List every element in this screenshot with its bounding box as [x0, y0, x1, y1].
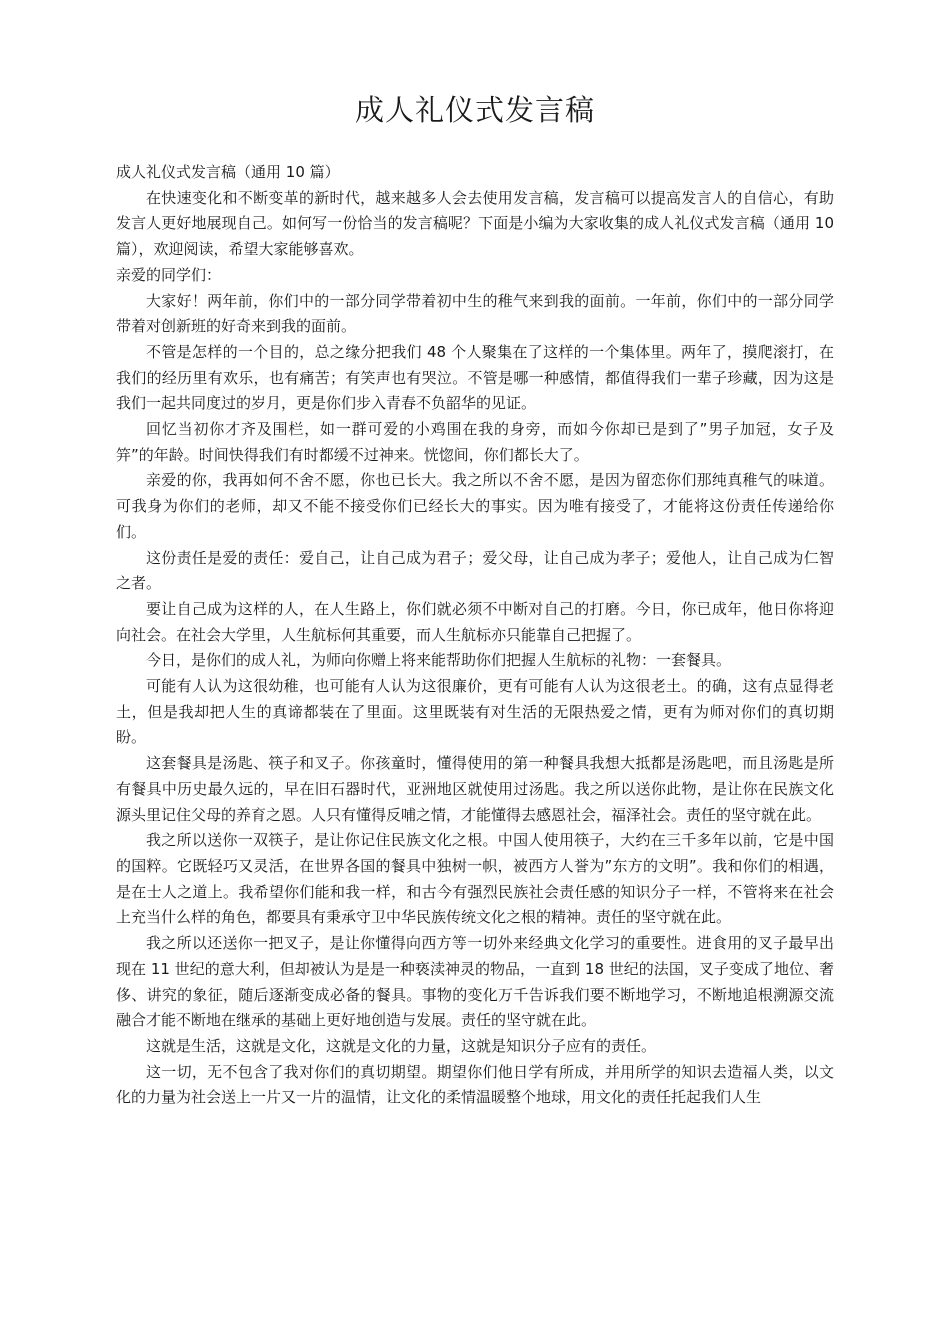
- body-paragraph: 这份责任是爱的责任：爱自己，让自己成为君子；爱父母，让自己成为孝子；爱他人，让自己成为仁智之者。: [116, 548, 834, 593]
- body-paragraph: 回忆当初你才齐及围栏，如一群可爱的小鸡围在我的身旁，而如今你却已是到了”男子加冠，女子及笄”的年龄。时间快得我们有时都缓不过神来。恍惚间，你们都长大了。: [116, 420, 834, 464]
- body-paragraph: 不管是怎样的一个目的，总之缘分把我们 48 个人聚集在了这样的一个集体里。两年了，摸爬滚打，在我们的经历里有欢乐，也有痛苦；有笑声也有哭泣。不管是哪一种感情，都值得我们一辈子珍藏，因为这是我们一起共同度过的岁月，更是你们步入青春不负韶华的见证。: [116, 342, 834, 413]
- document-title: 成人礼仪式发言稿: [354, 93, 595, 127]
- body-paragraph: 这就是生活，这就是文化，这就是文化的力量，这就是知识分子应有的责任。: [146, 1036, 657, 1055]
- body-paragraph: 这套餐具是汤匙、筷子和叉子。你孩童时，懂得使用的第一种餐具我想大抵都是汤匙吧，而且汤匙是所有餐具中历史最久远的，早在旧石器时代，亚洲地区就使用过汤匙。我之所以送你此物，是让你在民族文化源头里记住父母的养育之恩。人只有懂得反哺之情，才能懂得去感恩社会，福泽社会。责任的坚守就在此。: [116, 754, 834, 824]
- body-paragraph: 在快速变化和不断变革的新时代，越来越多人会去使用发言稿，发言稿可以提高发言人的自信心，有助发言人更好地展现自己。如何写一份恰当的发言稿呢？下面是小编为大家收集的成人礼仪式发言稿（通用 10 篇），欢迎阅读，希望大家能够喜欢。: [116, 188, 834, 259]
- body-paragraph: 可能有人认为这很幼稚，也可能有人认为这很廉价，更有可能有人认为这很老土。的确，这有点显得老土，但是我却把人生的真谛都装在了里面。这里既装有对生活的无限热爱之情，更有为师对你们的真切期盼。: [116, 677, 834, 747]
- body-paragraph: 亲爱的你，我再如何不舍不愿，你也已长大。我之所以不舍不愿，是因为留恋你们那纯真稚气的味道。可我身为你们的老师，却又不能不接受你们已经长大的事实。因为唯有接受了，才能将这份责任传递给你们。: [116, 471, 834, 541]
- body-paragraph: 今日，是你们的成人礼，为师向你赠上将来能帮助你们把握人生航标的礼物：一套餐具。: [146, 651, 732, 670]
- body-paragraph: 成人礼仪式发言稿（通用 10 篇）: [116, 163, 340, 181]
- body-paragraph: 我之所以还送你一把叉子，是让你懂得向西方等一切外来经典文化学习的重要性。进食用的叉子最早出现在 11 世纪的意大利，但却被认为是是一种亵渎神灵的物品，一直到 18 世纪的法国，叉子变成了地位、奢侈、讲究的象征，随后逐渐变成必备的餐具。事物的变化万千告诉我们要不断地学习，不断地追根溯源交流融合才能不断地在继承的基础上更好地创造与发展。责任的坚守就在此。: [116, 934, 834, 1030]
- body-paragraph: 这一切，无不包含了我对你们的真切期望。期望你们他日学有所成，并用所学的知识去造福人类，以文化的力量为社会送上一片又一片的温情，让文化的柔情温暖整个地球，用文化的责任托起我们人生: [116, 1062, 834, 1107]
- body-paragraph: 亲爱的同学们：: [116, 265, 222, 284]
- body-paragraph: 要让自己成为这样的人，在人生路上，你们就必须不中断对自己的打磨。今日，你已成年，他日你将迎向社会。在社会大学里，人生航标何其重要，而人生航标亦只能靠自己把握了。: [116, 599, 834, 644]
- body-paragraph: 大家好！两年前，你们中的一部分同学带着初中生的稚气来到我的面前。一年前，你们中的一部分同学带着对创新班的好奇来到我的面前。: [116, 291, 834, 336]
- document-body: [116, 160, 834, 1111]
- body-paragraph: 我之所以送你一双筷子，是让你记住民族文化之根。中国人使用筷子，大约在三千多年以前，它是中国的国粹。它既轻巧又灵活，在世界各国的餐具中独树一帜，被西方人誉为”东方的文明”。我和你们的相遇，是在士人之道上。我希望你们能和我一样，和古今有强烈民族社会责任感的知识分子一样，不管将来在社会上充当什么样的角色，都要具有秉承守卫中华民族传统文化之根的精神。责任的坚守就在此。: [116, 831, 834, 927]
